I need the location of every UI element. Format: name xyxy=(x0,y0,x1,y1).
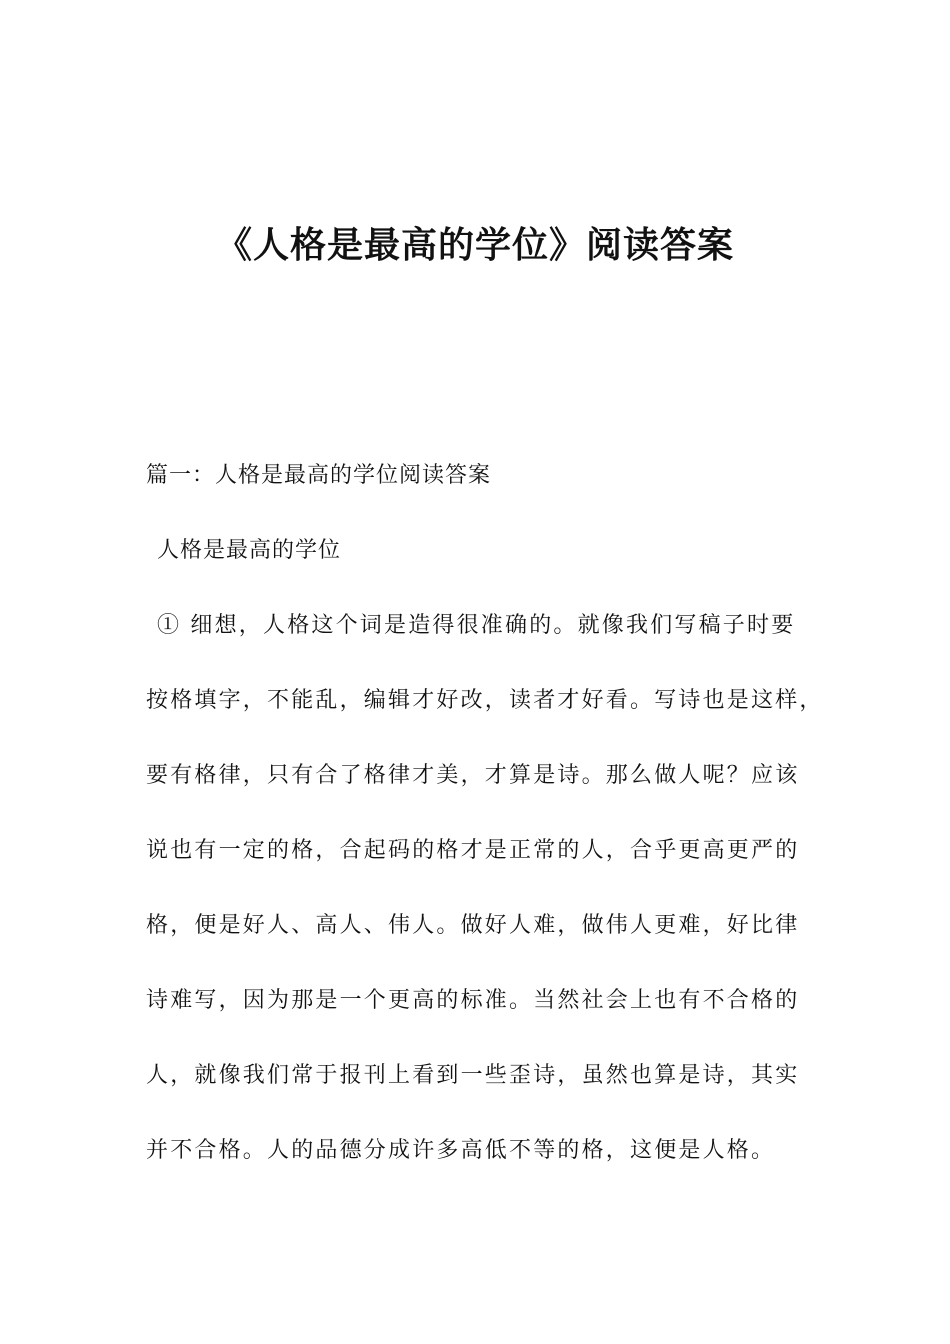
paragraph-line: 人，就像我们常于报刊上看到一些歪诗，虽然也算是诗，其实 xyxy=(146,1063,800,1088)
paragraph-line: ① 细想，人格这个词是造得很准确的。就像我们写稿子时要 xyxy=(157,613,796,638)
article-title: 人格是最高的学位 xyxy=(157,538,342,563)
paragraph-line: 并不合格。人的品德分成许多高低不等的格，这便是人格。 xyxy=(146,1138,776,1163)
paragraph-line: 说也有一定的格，合起码的格才是正常的人，合乎更高更严的 xyxy=(146,838,800,863)
section-heading: 篇一：人格是最高的学位阅读答案 xyxy=(146,463,492,488)
document-title: 《人格是最高的学位》阅读答案 xyxy=(215,225,734,266)
paragraph-line: 要有格律，只有合了格律才美，才算是诗。那么做人呢？应该 xyxy=(146,763,800,788)
paragraph-line: 诗难写，因为那是一个更高的标准。当然社会上也有不合格的 xyxy=(146,988,800,1013)
paragraph-line: 按格填字，不能乱，编辑才好改，读者才好看。写诗也是这样， xyxy=(146,688,824,713)
paragraph-line: 格，便是好人、高人、伟人。做好人难，做伟人更难，好比律 xyxy=(146,913,800,938)
